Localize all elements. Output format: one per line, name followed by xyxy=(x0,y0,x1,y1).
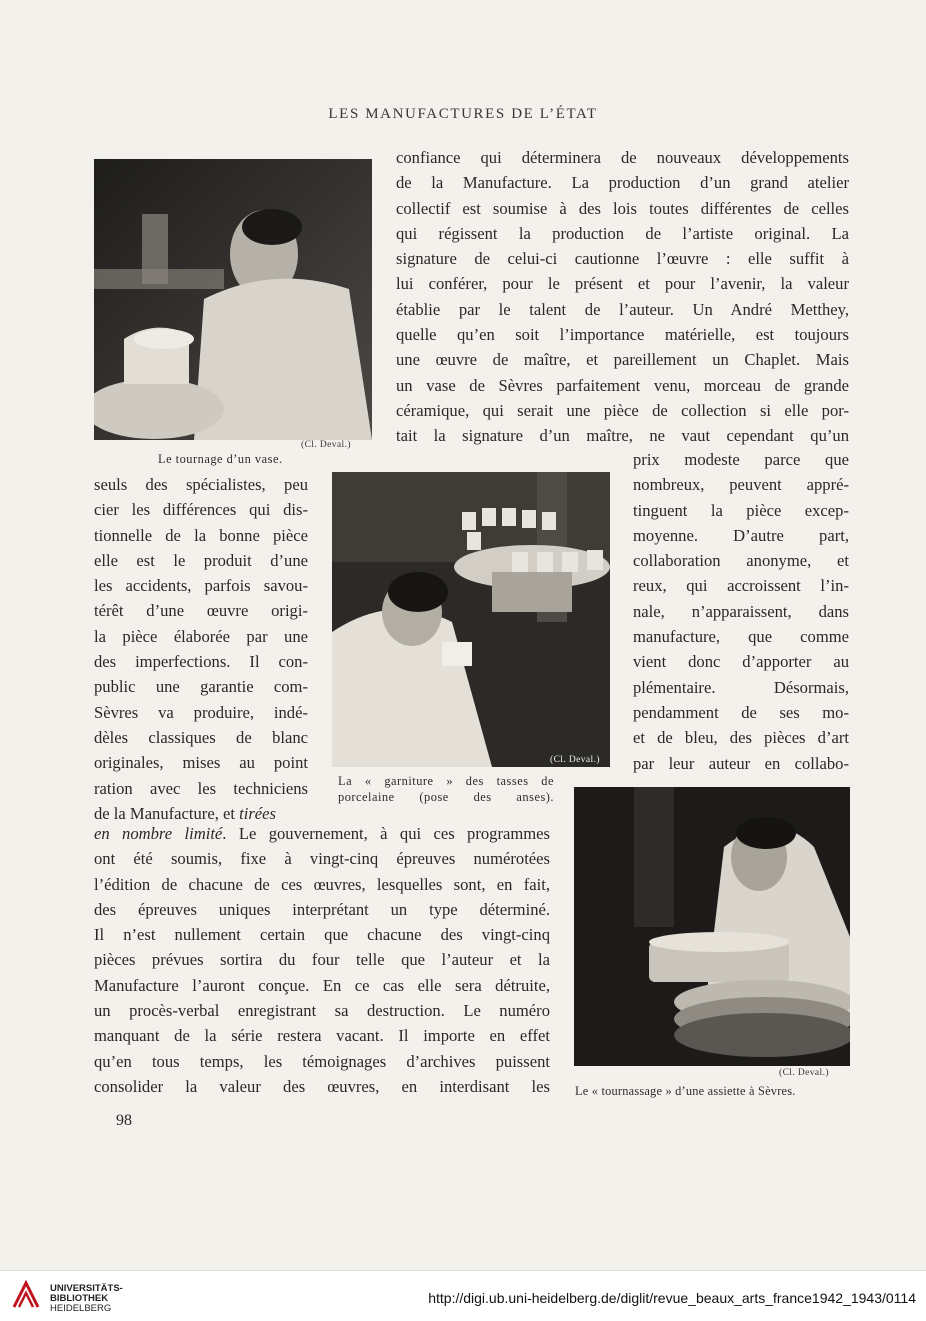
text-italic: en nombre limité xyxy=(94,824,223,843)
text-line: nale, n’apparaissent, dans xyxy=(633,601,849,621)
text-line: de la Manufacture. La production d’un grand atelier xyxy=(396,173,849,193)
text-line: consolider la valeur des œuvres, en interdisant les xyxy=(94,1076,550,1096)
text-line: un vase de Sèvres parfaitement venu, morceau de grande xyxy=(396,375,849,395)
text-line: manquant de la série restera vacant. Il importe en effet xyxy=(94,1026,550,1046)
logo-line: HEIDELBERG xyxy=(50,1303,112,1314)
photo-tournage xyxy=(94,159,372,440)
text-line: ont été soumis, fixe à vingt-cinq épreuves numérotées xyxy=(94,849,550,869)
text-line: confiance qui déterminera de nouveaux développements xyxy=(396,148,849,167)
text-line: céramique, qui serait une pièce de collection si elle por- xyxy=(396,400,849,420)
text-line: lui conférer, pour le présent et pour l’avenir, la valeur xyxy=(396,274,849,294)
text-left-column xyxy=(94,472,308,826)
text-line: établie par le talent de l’auteur. Un André Metthey, xyxy=(396,299,849,319)
text-line: manufacture, que comme xyxy=(633,627,849,647)
text-line: quelle qu’en soit l’importance matérielle, est toujours xyxy=(396,325,849,345)
logo-line: BIBLIOTHEK xyxy=(50,1293,109,1304)
text-line: et de bleu, des pièces d’art xyxy=(633,728,849,748)
library-logo-icon xyxy=(10,1279,42,1311)
text-line: prix modeste parce que xyxy=(633,450,849,469)
text-line: originales, mises au point xyxy=(94,753,308,773)
text-line: des épreuves uniques interprétant un type déterminé. xyxy=(94,899,550,919)
page-number: 98 xyxy=(116,1112,132,1129)
text-line: moyenne. D’autre part, xyxy=(633,525,849,545)
text-line xyxy=(94,821,550,846)
text-line: reux, qui accroissent l’in- xyxy=(633,576,849,596)
text-line: vient donc d’apporter au xyxy=(633,652,849,672)
text-line: térêt d’une œuvre origi- xyxy=(94,601,308,621)
text-line: cier les différences qui dis- xyxy=(94,500,308,520)
text-line: qu’en tous temps, les témoignages d’archives puissent xyxy=(94,1051,550,1071)
text-line: qui régissent la production de l’artiste original. La xyxy=(396,223,849,243)
text-bottom-left xyxy=(94,821,550,1099)
source-url-link[interactable]: http://digi.ub.uni-heidelberg.de/diglit/revue_beaux_arts_france1942_1943/0114 xyxy=(428,1290,916,1306)
running-head: LES MANUFACTURES DE L’ÉTAT xyxy=(328,106,598,122)
text-line: la pièce élaborée par une xyxy=(94,626,308,646)
photo-tournassage xyxy=(574,787,850,1066)
text-line: nombreux, peuvent appré- xyxy=(633,475,849,495)
text-line: Sèvres va produire, indé- xyxy=(94,702,308,722)
text-line: elle est le produit d’une xyxy=(94,550,308,570)
text-fragment: de la Manufacture, et xyxy=(94,803,240,823)
text-line: pièces prévues sortira du four telle que l’auteur et la xyxy=(94,950,550,970)
credit-tournage: (Cl. Deval.) xyxy=(301,440,351,450)
caption-tournassage: Le « tournassage » d’une assiette à Sèvres. xyxy=(575,1084,796,1098)
caption-line: porcelaine (pose des anses). xyxy=(338,790,554,804)
text-line: collectif est soumise à des lois toutes différentes de celles xyxy=(396,198,849,218)
photo-tournage-image xyxy=(94,159,372,440)
text-line: signature de celui-ci cautionne l’œuvre : elle suffit à xyxy=(396,249,849,269)
text-line: par leur auteur en collabo- xyxy=(633,753,849,773)
library-logo-text xyxy=(50,1284,123,1314)
credit-garniture: (Cl. Deval.) xyxy=(550,755,600,765)
text-line: public une garantie com- xyxy=(94,677,308,697)
photo-garniture-image xyxy=(332,472,610,767)
text-line: une œuvre de maître, et pareillement un Chaplet. Mais xyxy=(396,350,849,370)
text-line: seuls des spécialistes, peu xyxy=(94,475,308,494)
text-fragment: . Le gouvernement, à qui ces programmes xyxy=(222,824,550,843)
photo-tournassage-image xyxy=(574,787,850,1066)
text-line: tinguent la pièce excep- xyxy=(633,500,849,520)
text-line: l’édition de chacune de ces œuvres, lesquelles sont, en fait, xyxy=(94,874,550,894)
text-top-right xyxy=(396,145,849,449)
text-line: les accidents, parfois savou- xyxy=(94,576,308,596)
text-line: dèles classiques de blanc xyxy=(94,727,308,747)
credit-tournassage: (Cl. Deval.) xyxy=(779,1068,829,1078)
caption-tournage: Le tournage d’un vase. xyxy=(158,452,283,466)
text-line: plémentaire. Désormais, xyxy=(633,677,849,697)
text-line: ration avec les techniciens xyxy=(94,778,308,798)
text-line: tait la signature d’un maître, ne vaut cependant qu’un xyxy=(396,426,849,446)
text-line: Il n’est nullement certain que chacune des vingt-cinq xyxy=(94,925,550,945)
photo-garniture xyxy=(332,472,610,767)
text-line: Manufacture l’auront conçue. En ce cas elle sera détruite, xyxy=(94,975,550,995)
text-line: pendamment de ses mo- xyxy=(633,702,849,722)
text-right-column xyxy=(633,447,849,776)
text-line: tionnelle de la bonne pièce xyxy=(94,525,308,545)
caption-line: La « garniture » des tasses de xyxy=(338,774,554,788)
caption-garniture xyxy=(338,773,554,805)
logo-line: UNIVERSITÄTS- xyxy=(50,1283,123,1294)
text-line: collaboration anonyme, et xyxy=(633,551,849,571)
text-line: un procès-verbal enregistrant sa destruction. Le numéro xyxy=(94,1001,550,1021)
text-line: des imperfections. Il con- xyxy=(94,652,308,672)
text-italic: tirées xyxy=(239,803,276,823)
